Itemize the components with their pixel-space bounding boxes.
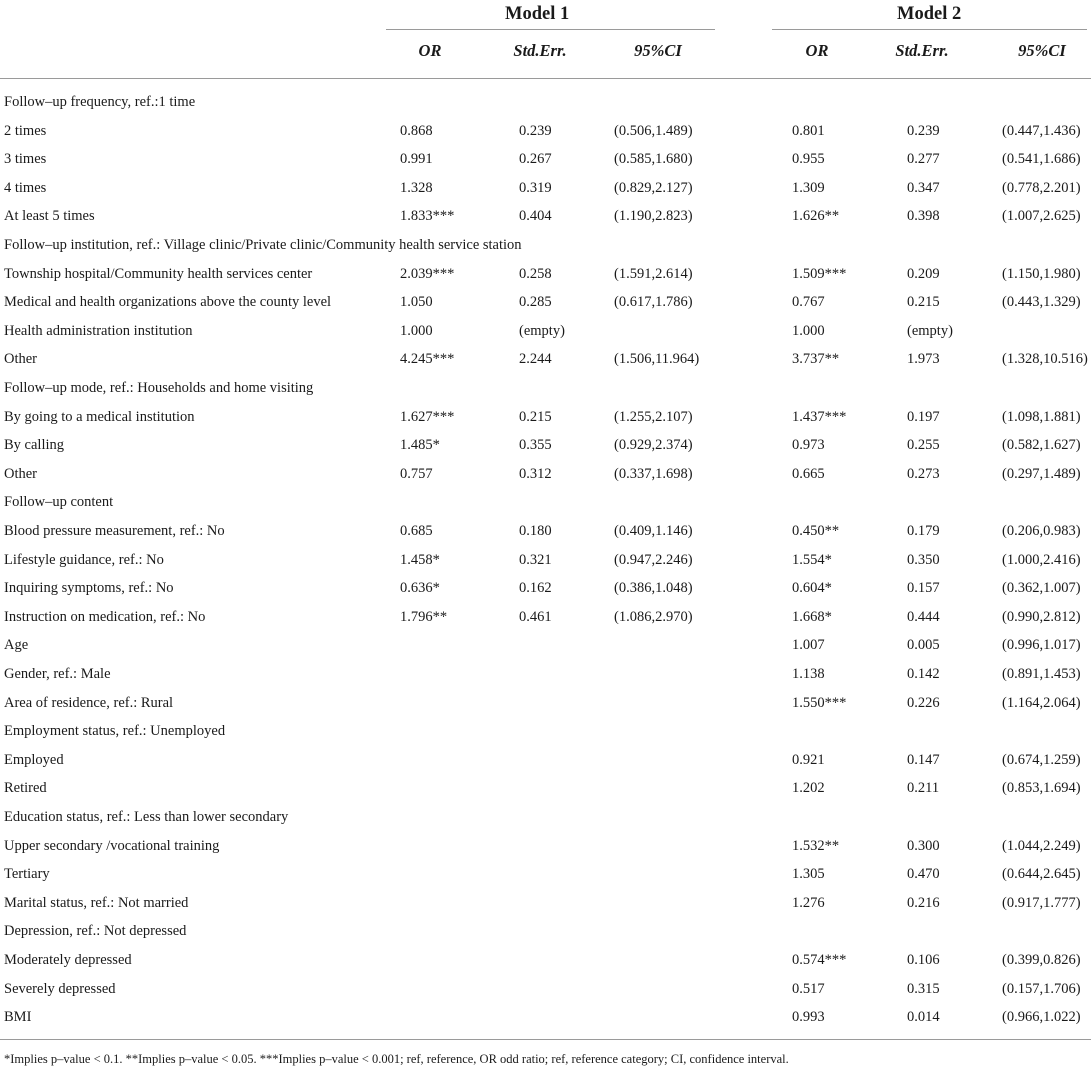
table-row [0, 260, 1091, 289]
model1-ci: (0.337,1.698) [614, 465, 693, 482]
row-label: Follow–up institution, ref.: Village clinic/Private clinic/Community health service station [4, 237, 522, 253]
model2-ci-header: 95%CI [1018, 41, 1066, 60]
row-label: BMI [4, 1009, 32, 1026]
row-label: Retired [4, 780, 47, 797]
model2-stderr: 0.347 [907, 179, 940, 196]
table-row [0, 689, 1091, 718]
model2-or: 1.202 [792, 780, 825, 797]
table-row [0, 631, 1091, 660]
model2-stderr: 0.147 [907, 751, 940, 768]
table-row [0, 917, 1091, 946]
row-label: Tertiary [4, 866, 50, 883]
model1-stderr: 0.312 [519, 465, 552, 482]
table-row [0, 832, 1091, 861]
model2-ci: (0.644,2.645) [1002, 866, 1081, 883]
model2-or: 0.604* [792, 580, 832, 597]
table-row [0, 231, 1091, 260]
table-row [0, 603, 1091, 632]
model2-or: 1.532** [792, 837, 840, 854]
model2-stderr: 0.444 [907, 608, 940, 625]
model1-or: 4.245*** [400, 351, 455, 368]
model2-stderr: 0.157 [907, 580, 940, 597]
model1-stderr: 0.239 [519, 122, 552, 139]
model1-or: 1.485* [400, 437, 440, 454]
row-label: 3 times [4, 151, 47, 168]
row-label: Follow–up frequency, ref.:1 time [4, 94, 196, 110]
model2-stderr: 0.014 [907, 1009, 940, 1026]
model2-or: 0.993 [792, 1009, 825, 1026]
model2-or: 0.450** [792, 523, 840, 539]
model2-stderr: 0.211 [907, 780, 940, 797]
model1-or: 1.796** [400, 608, 448, 625]
model1-or-header: OR [418, 41, 442, 60]
row-label: Health administration institution [4, 322, 193, 339]
model2-or: 0.973 [792, 437, 825, 454]
row-label: Inquiring symptoms, ref.: No [4, 580, 174, 597]
model1-stderr-header: Std.Err. [513, 41, 567, 60]
table-row [0, 574, 1091, 603]
model1-header-rule [386, 29, 715, 30]
row-label: Other [4, 465, 38, 482]
model2-or: 1.305 [792, 866, 825, 883]
table-row [0, 746, 1091, 775]
table-row [0, 317, 1091, 346]
model2-ci: (1.007,2.625) [1002, 208, 1081, 225]
model1-ci: (1.506,11.964) [614, 351, 700, 368]
model2-or: 1.007 [792, 637, 825, 654]
model2-stderr: 0.239 [907, 122, 940, 139]
table-row [0, 660, 1091, 689]
model1-or: 0.991 [400, 151, 433, 168]
model2-or: 1.000 [792, 322, 825, 339]
model1-header: Model 1 [505, 4, 570, 24]
model2-ci: (0.990,2.812) [1002, 608, 1081, 625]
model2-stderr-header: Std.Err. [895, 41, 949, 60]
model1-ci: (1.190,2.823) [614, 208, 693, 225]
row-label: Follow–up mode, ref.: Households and home visiting [4, 380, 314, 396]
row-label: Instruction on medication, ref.: No [4, 608, 206, 625]
model1-stderr: 0.285 [519, 294, 552, 311]
table-row [0, 88, 1091, 117]
model2-or: 1.626** [792, 208, 840, 225]
row-label: 2 times [4, 122, 47, 139]
table-row [0, 202, 1091, 231]
model1-stderr: 0.461 [519, 608, 552, 625]
row-label: By calling [4, 437, 65, 454]
table-row [0, 774, 1091, 803]
model2-or: 3.737** [792, 351, 840, 368]
row-label: Follow–up content [4, 494, 114, 511]
model1-or: 0.685 [400, 523, 433, 539]
table-row [0, 460, 1091, 489]
model2-ci: (1.098,1.881) [1002, 408, 1081, 425]
row-label: Moderately depressed [4, 952, 132, 968]
model2-stderr: 0.106 [907, 952, 940, 968]
model2-ci: (0.447,1.436) [1002, 122, 1081, 139]
footnote: *Implies p–value < 0.1. **Implies p–value < 0.05. ***Implies p–value < 0.001; ref, reference, OR odd ratio; ref, reference category; CI, confidence interval. [4, 1052, 789, 1066]
row-label: Gender, ref.: Male [4, 666, 111, 682]
model2-stderr: 0.179 [907, 523, 940, 539]
row-label: Lifestyle guidance, ref.: No [4, 551, 164, 568]
model1-stderr: 0.355 [519, 437, 552, 454]
model1-stderr: 0.321 [519, 551, 552, 568]
row-label: Other [4, 351, 38, 368]
model1-or: 1.458* [400, 551, 440, 568]
table-row [0, 975, 1091, 1004]
model1-or: 0.636* [400, 580, 440, 597]
model2-stderr: 0.226 [907, 694, 940, 711]
model1-ci: (1.086,2.970) [614, 608, 693, 625]
model2-ci: (0.399,0.826) [1002, 952, 1081, 968]
table-row [0, 717, 1091, 746]
model1-stderr: 0.258 [519, 265, 552, 282]
model2-ci: (1.000,2.416) [1002, 551, 1081, 568]
model1-ci: (0.506,1.489) [614, 122, 693, 139]
model2-or: 0.665 [792, 465, 825, 482]
model2-ci: (0.891,1.453) [1002, 666, 1081, 682]
model1-ci: (0.947,2.246) [614, 551, 693, 568]
table-row [0, 860, 1091, 889]
model2-stderr: 0.350 [907, 551, 940, 568]
model1-or: 1.627*** [400, 408, 455, 425]
model2-stderr: 0.255 [907, 437, 940, 454]
model2-stderr: 0.197 [907, 408, 940, 425]
model2-header-rule [772, 29, 1087, 30]
model1-ci: (0.409,1.146) [614, 523, 693, 539]
model1-ci: (0.585,1.680) [614, 151, 693, 168]
model2-ci: (0.443,1.329) [1002, 294, 1081, 311]
model2-ci: (0.297,1.489) [1002, 465, 1081, 482]
model2-or: 1.309 [792, 179, 825, 196]
model2-or: 1.554* [792, 551, 832, 568]
table-row [0, 889, 1091, 918]
model2-ci: (0.853,1.694) [1002, 780, 1081, 797]
model1-or: 0.757 [400, 465, 433, 482]
model2-ci: (0.206,0.983) [1002, 523, 1081, 539]
model1-or: 0.868 [400, 122, 433, 139]
row-label: Education status, ref.: Less than lower secondary [4, 809, 289, 825]
row-label: Employment status, ref.: Unemployed [4, 723, 226, 740]
model2-stderr: 0.216 [907, 894, 940, 911]
model1-or: 1.833*** [400, 208, 455, 225]
table-row [0, 174, 1091, 203]
row-label: Blood pressure measurement, ref.: No [4, 523, 225, 539]
model2-or: 0.921 [792, 751, 825, 768]
model2-stderr: 0.273 [907, 465, 940, 482]
model2-ci: (0.917,1.777) [1002, 894, 1081, 911]
model1-stderr: 0.162 [519, 580, 552, 597]
model2-or: 1.668* [792, 608, 832, 625]
row-label: Township hospital/Community health services center [4, 265, 313, 282]
model2-stderr: 0.470 [907, 866, 940, 883]
model1-ci: (0.386,1.048) [614, 580, 693, 597]
model1-stderr: 0.319 [519, 179, 552, 196]
model2-stderr: 1.973 [907, 351, 940, 368]
model1-stderr: 0.404 [519, 208, 552, 225]
row-label: Medical and health organizations above the county level [4, 294, 332, 311]
model1-ci-header: 95%CI [634, 41, 682, 60]
model2-ci: (0.778,2.201) [1002, 179, 1081, 196]
table-bottom-rule [0, 1039, 1091, 1040]
table-row [0, 517, 1091, 546]
table-row [0, 1003, 1091, 1032]
table-row [0, 345, 1091, 374]
model2-stderr: 0.300 [907, 837, 940, 854]
row-label: Severely depressed [4, 980, 116, 997]
model2-stderr: 0.215 [907, 294, 940, 311]
row-label: By going to a medical institution [4, 408, 195, 425]
row-label: Marital status, ref.: Not married [4, 894, 189, 911]
model1-stderr: (empty) [519, 322, 565, 339]
model2-or: 0.801 [792, 122, 825, 139]
model1-or: 1.000 [400, 322, 433, 339]
table-row [0, 374, 1091, 403]
model2-ci: (1.044,2.249) [1002, 837, 1081, 854]
model2-stderr: 0.398 [907, 208, 940, 225]
table-row [0, 431, 1091, 460]
table-row [0, 117, 1091, 146]
model1-or: 1.328 [400, 179, 433, 196]
table-row [0, 803, 1091, 832]
model2-stderr: 0.005 [907, 637, 940, 654]
model2-ci: (1.164,2.064) [1002, 694, 1081, 711]
table-row [0, 145, 1091, 174]
row-label: Area of residence, ref.: Rural [4, 694, 174, 711]
model1-stderr: 0.215 [519, 408, 552, 425]
model2-or-header: OR [805, 41, 829, 60]
model1-ci: (1.255,2.107) [614, 408, 693, 425]
model1-or: 2.039*** [400, 265, 455, 282]
model2-or: 0.574*** [792, 952, 847, 968]
model2-or: 0.767 [792, 294, 825, 311]
table-row [0, 488, 1091, 517]
row-label: 4 times [4, 179, 47, 196]
model2-header: Model 2 [897, 4, 962, 24]
table-row [0, 288, 1091, 317]
model1-ci: (0.829,2.127) [614, 179, 693, 196]
model2-or: 1.550*** [792, 694, 847, 711]
model2-stderr: 0.209 [907, 265, 940, 282]
model2-stderr: (empty) [907, 322, 953, 339]
model2-ci: (0.996,1.017) [1002, 637, 1081, 654]
row-label: Upper secondary /vocational training [4, 837, 220, 854]
model1-ci: (1.591,2.614) [614, 265, 693, 282]
model2-or: 1.437*** [792, 408, 847, 425]
model1-or: 1.050 [400, 294, 433, 311]
table-row [0, 946, 1091, 975]
model2-ci: (1.150,1.980) [1002, 265, 1081, 282]
model2-ci: (0.541,1.686) [1002, 151, 1081, 168]
model2-ci: (0.582,1.627) [1002, 437, 1081, 454]
row-label: At least 5 times [4, 208, 95, 225]
model2-ci: (0.674,1.259) [1002, 751, 1081, 768]
header-bottom-rule [0, 78, 1091, 79]
model1-ci: (0.617,1.786) [614, 294, 693, 311]
model2-ci: (1.328,10.516) [1002, 351, 1088, 368]
model2-stderr: 0.277 [907, 151, 940, 168]
model2-ci: (0.362,1.007) [1002, 580, 1081, 597]
model2-or: 1.276 [792, 894, 825, 911]
model2-or: 0.955 [792, 151, 825, 168]
row-label: Employed [4, 751, 64, 768]
model2-or: 1.509*** [792, 265, 847, 282]
model1-stderr: 0.180 [519, 523, 552, 539]
model2-or: 1.138 [792, 666, 825, 682]
row-label: Depression, ref.: Not depressed [4, 923, 187, 940]
model1-stderr: 0.267 [519, 151, 552, 168]
table-row [0, 546, 1091, 575]
model1-stderr: 2.244 [519, 351, 552, 368]
model2-ci: (0.157,1.706) [1002, 980, 1081, 997]
model1-ci: (0.929,2.374) [614, 437, 693, 454]
model2-stderr: 0.142 [907, 666, 940, 682]
table-row [0, 403, 1091, 432]
model2-stderr: 0.315 [907, 980, 940, 997]
model2-or: 0.517 [792, 980, 825, 997]
row-label: Age [4, 637, 29, 654]
model2-ci: (0.966,1.022) [1002, 1009, 1081, 1026]
